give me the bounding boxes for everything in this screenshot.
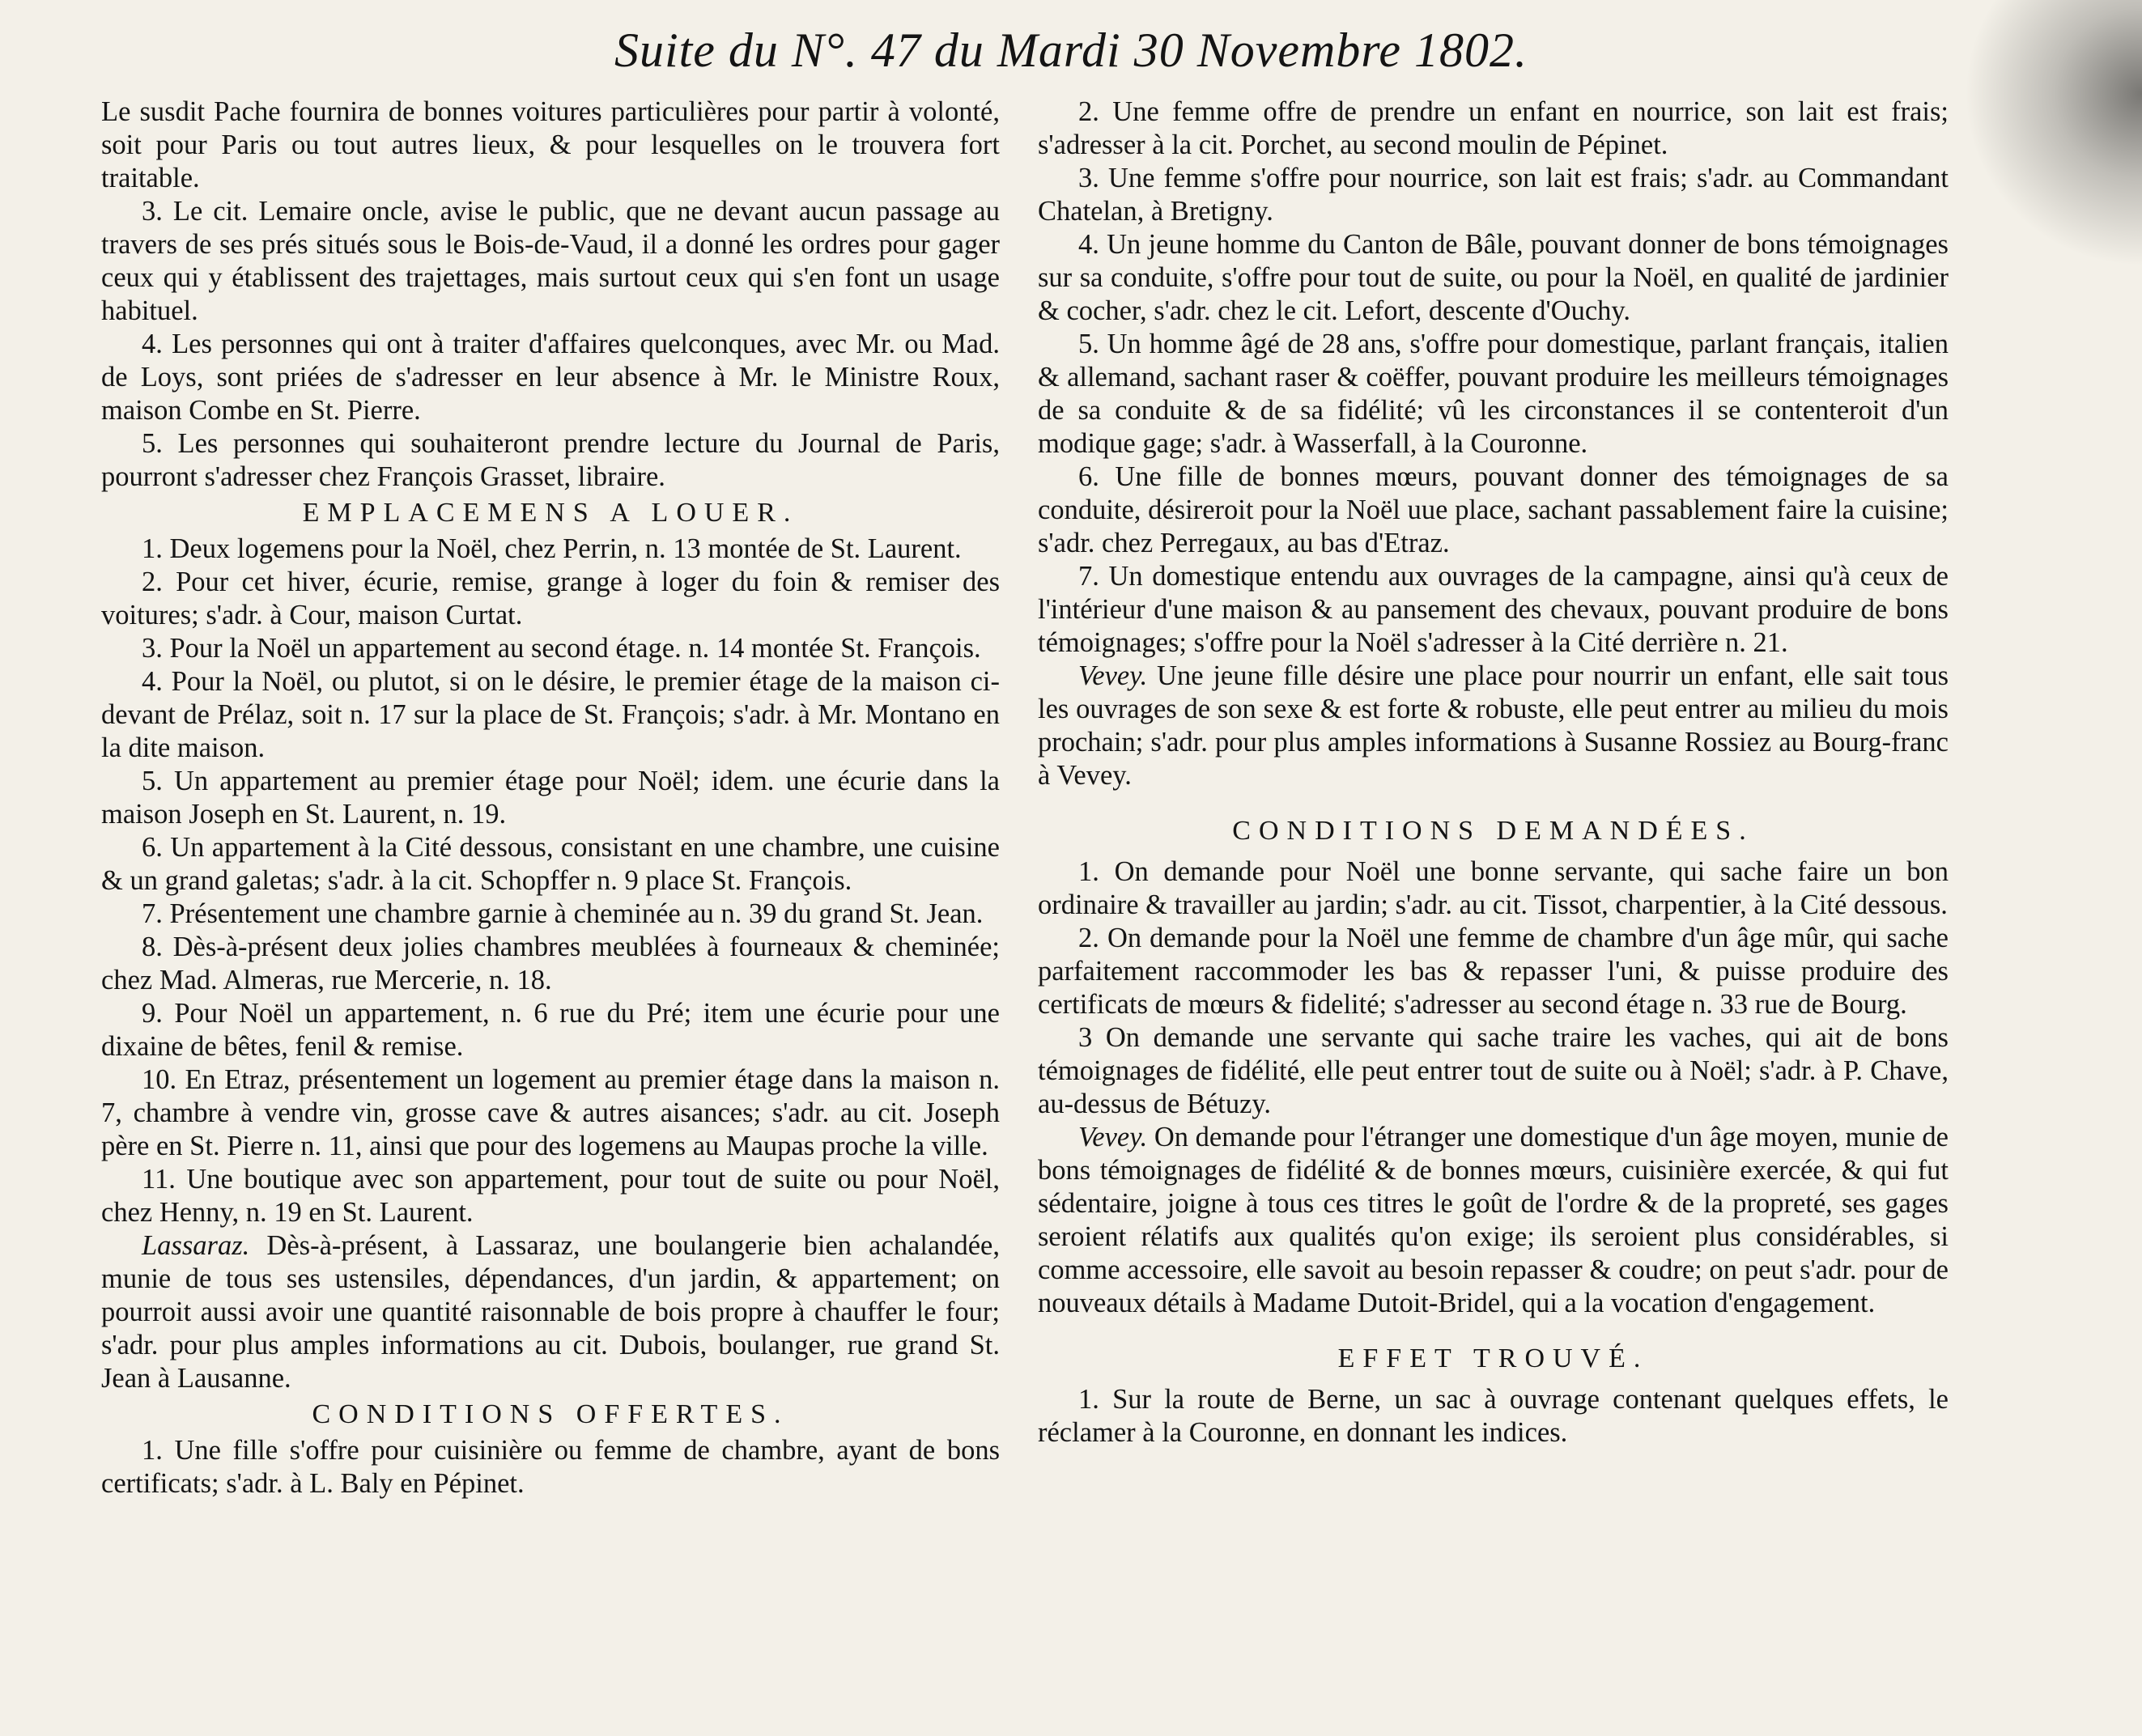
condition-offerte-6: 6. Une fille de bonnes mœurs, pouvant donner des témoignages de sa conduite, désireroit pour la Noël uue place, sachant passablement faire la cuisine; s'adr. chez Perregaux, au bas d'Etraz. bbox=[1038, 461, 1949, 558]
condition-offerte-4: 4. Un jeune homme du Canton de Bâle, pouvant donner de bons témoignages sur sa conduite, s'offre pour tout de suite, ou pour la Noël, en qualité de jardinier & cocher, s'adr. chez le cit. Lefort, descente d'Ouchy. bbox=[1038, 229, 1949, 326]
emplacement-8: 8. Dès-à-présent deux jolies chambres meublées à fourneaux & cheminée; chez Mad. Almeras, rue Mercerie, n. 18. bbox=[101, 932, 1000, 995]
emplacement-6: 6. Un appartement à la Cité dessous, consistant en une chambre, une cuisine & un grand galetas; s'adr. à la cit. Schopffer n. 9 place St. François. bbox=[101, 832, 1000, 896]
place-lassaraz: Lassaraz. bbox=[142, 1230, 250, 1261]
emplacement-4: 4. Pour la Noël, ou plutot, si on le désire, le premier étage de la maison ci-devant de Prélaz, soit n. 17 sur la place de St. François; s'adr. à Mr. Montano en la dite maison. bbox=[101, 666, 1000, 763]
vevey-offer-text: Une jeune fille désire une place pour nourrir un enfant, elle sait tous les ouvrages de son sexe & est forte & robuste, elle peut entrer au milieu du mois prochain; s'adr. pour plus amples informations à Susanne Rossiez au Bourg-franc à Vevey. bbox=[1038, 660, 1949, 791]
emplacement-11: 11. Une boutique avec son appartement, pour tout de suite ou pour Noël, chez Henny, n. 19 en St. Laurent. bbox=[101, 1164, 1000, 1228]
condition-demandee-1: 1. On demande pour Noël une bonne servante, qui sache faire un bon ordinaire & travailler au jardin; s'adr. au cit. Tissot, charpentier, à la Cité dessous. bbox=[1038, 856, 1949, 920]
page-masthead: Suite du N°. 47 du Mardi 30 Novembre 1802. bbox=[614, 23, 1528, 77]
condition-offerte-3: 3. Une femme s'offre pour nourrice, son lait est frais; s'adr. au Commandant Chatelan, à Bretigny. bbox=[1038, 163, 1949, 227]
emplacement-7: 7. Présentement une chambre garnie à cheminée au n. 39 du grand St. Jean. bbox=[142, 898, 984, 929]
notice-intro: Le susdit Pache fournira de bonnes voitures particulières pour partir à volonté, soit pour Paris ou tout autres lieux, & pour lesquelles on le trouvera fort traitable. bbox=[101, 96, 1000, 193]
section-heading-emplacemens: EMPLACEMENS A LOUER. bbox=[302, 498, 799, 528]
vevey-demand-text: On demande pour l'étranger une domestique d'un âge moyen, munie de bons témoignages de fidélité & de bonnes mœurs, cuisinière exercée, & qui fut sédentaire, joigne à tous ces titres le goût de l'ordre & de la propreté, ses gages seroient rélatifs aux qualités qu'on exige; ils seroient plus considérables, si comme accessoire, elle savoit au besoin repasser & coudre; on peut s'adr. pour de nouveaux détails à Madame Dutoit-Bridel, qui a la vocation d'engagement. bbox=[1038, 1122, 1949, 1318]
condition-offerte-1: 1. Une fille s'offre pour cuisinière ou femme de chambre, ayant de bons certificats; s'adr. à L. Baly en Pépinet. bbox=[101, 1435, 1000, 1499]
right-column bbox=[1038, 96, 1949, 1449]
emplacement-2: 2. Pour cet hiver, écurie, remise, grange à loger du foin & remiser des voitures; s'adr. à Cour, maison Curtat. bbox=[101, 567, 1000, 630]
section-heading-conditions-offertes: CONDITIONS OFFERTES. bbox=[312, 1399, 789, 1429]
emplacement-3: 3. Pour la Noël un appartement au second étage. n. 14 montée St. François. bbox=[142, 633, 981, 664]
left-column bbox=[101, 96, 1000, 1500]
lassaraz-text: Dès-à-présent, à Lassaraz, une boulangerie bien achalandée, munie de tous ses ustensiles, dépendances, d'un jardin, & appartement; on pourroit aussi avoir une quantité raisonnable de bois propre à chauffer le four; s'adr. pour plus amples informations au cit. Dubois, boulanger, rue grand St. Jean à Lausanne. bbox=[101, 1230, 1000, 1394]
emplacement-1: 1. Deux logemens pour la Noël, chez Perrin, n. 13 montée de St. Laurent. bbox=[142, 533, 962, 564]
notice-5: 5. Les personnes qui souhaiteront prendre lecture du Journal de Paris, pourront s'adresser chez François Grasset, libraire. bbox=[101, 428, 1000, 492]
condition-offerte-7: 7. Un domestique entendu aux ouvrages de la campagne, ainsi qu'à ceux de l'intérieur d'une maison & au pansement des chevaux, pouvant produire de bons témoignages; s'offre pour la Noël s'adresser à la Cité derrière n. 21. bbox=[1038, 561, 1949, 658]
condition-demandee-2: 2. On demande pour la Noël une femme de chambre d'un âge mûr, qui sache parfaitement raccommoder les bas & repasser l'uni, & puisse produire des certificats de mœurs & fidelité; s'adresser au second étage n. 33 rue de Bourg. bbox=[1038, 923, 1949, 1020]
condition-demandee-vevey bbox=[1038, 1121, 1949, 1320]
effet-trouve-1: 1. Sur la route de Berne, un sac à ouvrage contenant quelques effets, le réclamer à la Couronne, en donnant les indices. bbox=[1038, 1384, 1949, 1448]
emplacement-10: 10. En Etraz, présentement un logement au premier étage dans la maison n. 7, chambre à vendre vin, grosse cave & autres aisances; s'adr. au cit. Joseph père en St. Pierre n. 11, ainsi que pour des logemens au Maupas proche la ville. bbox=[101, 1064, 1000, 1161]
condition-demandee-3: 3 On demande une servante qui sache traire les vaches, qui ait de bons témoignages de fidélité, elle peut entrer tout de suite ou à Noël; s'adr. à P. Chave, au-dessus de Bétuzy. bbox=[1038, 1022, 1949, 1119]
place-vevey: Vevey. bbox=[1078, 660, 1148, 691]
notice-4: 4. Les personnes qui ont à traiter d'affaires quelconques, avec Mr. ou Mad. de Loys, sont priées de s'adresser en leur absence à Mr. le Ministre Roux, maison Combe en St. Pierre. bbox=[101, 329, 1000, 426]
emplacement-lassaraz bbox=[101, 1229, 1000, 1395]
section-heading-conditions-demandees: CONDITIONS DEMANDÉES. bbox=[1232, 816, 1754, 846]
condition-offerte-5: 5. Un homme âgé de 28 ans, s'offre pour domestique, parlant français, italien & allemand, sachant raser & coëffer, pouvant produire les meilleurs témoignages de sa conduite & de sa fidélité; vû les circonstances il se contenteroit d'un modique gage; s'adr. à Wasserfall, à la Couronne. bbox=[1038, 329, 1949, 459]
emplacement-9: 9. Pour Noël un appartement, n. 6 rue du Pré; item une écurie pour une dixaine de bêtes, fenil & remise. bbox=[101, 998, 1000, 1062]
emplacement-5: 5. Un appartement au premier étage pour Noël; idem. une écurie dans la maison Joseph en St. Laurent, n. 19. bbox=[101, 766, 1000, 830]
place-vevey: Vevey. bbox=[1078, 1122, 1148, 1152]
notice-3: 3. Le cit. Lemaire oncle, avise le public, que ne devant aucun passage au travers de ses prés situés sous le Bois-de-Vaud, il a donné les ordres pour gager ceux qui y établissent des trajettages, mais surtout ceux qui s'en font un usage habituel. bbox=[101, 196, 1000, 326]
section-heading-effet-trouve: EFFET TROUVÉ. bbox=[1337, 1343, 1649, 1373]
condition-offerte-vevey bbox=[1038, 660, 1949, 792]
condition-offerte-2: 2. Une femme offre de prendre un enfant en nourrice, son lait est frais; s'adresser à la cit. Porchet, au second moulin de Pépinet. bbox=[1038, 96, 1949, 160]
